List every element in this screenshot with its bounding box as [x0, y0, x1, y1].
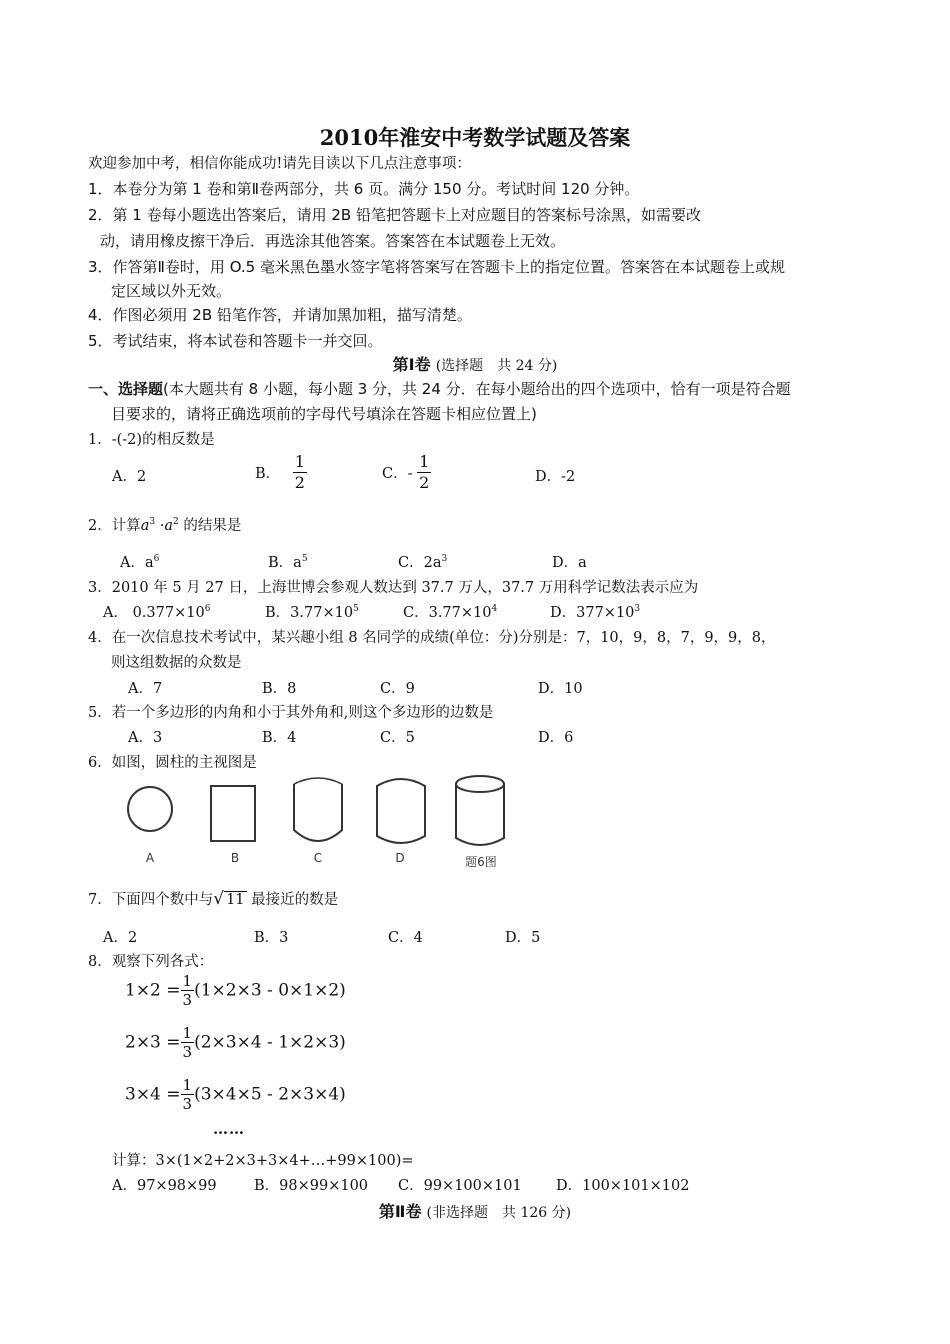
q4-option-d: D．10 [538, 681, 583, 697]
q2-option-c: C．$2a^3$ [398, 554, 448, 571]
q5-option-c: C．5 [380, 730, 415, 746]
q6-label-d: D [395, 851, 405, 865]
q1-option-a: A．2 [112, 469, 147, 485]
page-title: 2010年淮安中考数学试题及答案 [319, 125, 631, 150]
rectangle-shape [211, 786, 255, 841]
q7-option-d: D．5 [505, 930, 541, 946]
section1-line1 [88, 378, 791, 399]
part2-subtitle: (非选择题 共 126 分) [426, 1205, 572, 1221]
q3-option-a: A． $0.377\times 10^6$ [103, 604, 211, 621]
q6-figure [118, 772, 518, 876]
q8-ellipsis: …… [213, 1120, 245, 1138]
q6-label-b: B [230, 851, 240, 865]
q8-option-d: D．100×101×102 [556, 1178, 690, 1194]
note-3: 3．作答第Ⅱ卷时，用 O.5 毫米黑色墨水签字笔将答案写在答题卡上的指定位置。答案答在本试题卷上或规 [88, 258, 785, 276]
q1-option-c: C．- $\frac{1}{2}$ [382, 452, 430, 492]
part1-heading [0, 352, 950, 375]
q5-option-d: D．6 [538, 730, 574, 746]
q3-option-b: B．$3.77\times 10^5$ [265, 604, 359, 621]
q8-option-b: B．98×99×100 [254, 1178, 369, 1194]
part1-subtitle: (选择题 共 24 分) [435, 358, 558, 374]
q6-figure-caption: 题6图 [465, 855, 497, 869]
part1-title: 第Ⅰ卷 [392, 355, 431, 374]
q4-option-a: A．7 [128, 681, 163, 697]
q8-option-a: A．97×98×99 [112, 1178, 217, 1194]
q5-stem: 5．若一个多边形的内角和小于其外角和,则这个多边形的边数是 [88, 705, 494, 721]
q8-calc: 计算：3×(1×2+2×3+3×4+…+99×100)= [112, 1153, 414, 1169]
note-5: 5．考试结束，将本试卷和答题卡一并交回。 [88, 332, 383, 350]
q7-option-c: C．4 [388, 930, 423, 946]
q4-stem-2: 则这组数据的众数是 [111, 655, 242, 671]
q6-stem: 6．如图，圆柱的主视图是 [88, 755, 257, 771]
q4-option-b: B．8 [262, 681, 297, 697]
cylinder-shape-figure [456, 776, 504, 845]
section1-line2: 目要求的，请将正确选项前的字母代号填涂在答题卡相应位置上) [111, 405, 537, 423]
note-2-cont: 动，请用橡皮擦干净后．再选涂其他答案。答案答在本试题卷上无效。 [100, 232, 566, 250]
q8-equation-1: 1×2 = $\frac{1}{3}$ (1×2×3 - 0×1×2) [125, 972, 346, 1009]
circle-shape [128, 787, 172, 831]
q4-stem-1: 4．在一次信息技术考试中，某兴趣小组 8 名同学的成绩(单位：分)分别是：7，10，9，8，7，9，9，8， [88, 630, 776, 646]
note-4: 4．作图必须用 2B 铅笔作答，并请加黑加粗，描写清楚。 [88, 306, 472, 324]
q4-option-c: C．9 [380, 681, 415, 697]
q3-option-c: C．$3.77\times 10^4$ [403, 604, 498, 621]
section1-label: 一、选择题 [88, 380, 164, 398]
q1-stem: 1．-(-2)的相反数是 [88, 432, 215, 448]
q6-label-a: A [145, 851, 155, 865]
cylinder-shape-d [377, 779, 425, 843]
q1-option-d: D．-2 [535, 469, 576, 485]
sqrt-radicand: 11 [226, 892, 245, 908]
q6-label-c: C [313, 851, 323, 865]
intro-text: 欢迎参加中考，相信你能成功!请先目读以下几点注意事项： [88, 156, 471, 172]
q8-equation-3: 3×4 = $\frac{1}{3}$ (3×4×5 - 2×3×4) [125, 1076, 346, 1113]
part2-title: 第Ⅱ卷 [378, 1202, 422, 1221]
q7-option-b: B．3 [254, 930, 289, 946]
part2-heading [0, 1199, 950, 1222]
note-3-cont: 定区域以外无效。 [111, 282, 232, 300]
q5-option-b: B．4 [262, 730, 297, 746]
q7-option-a: A．2 [103, 930, 138, 946]
q2-option-d: D．a [552, 555, 587, 571]
q1-option-b: B． $\frac{1}{2}$ [255, 452, 305, 492]
q7-stem: 7．下面四个数中与√ 11 最接近的数是 [88, 889, 339, 909]
q8-equation-2: 2×3 = $\frac{1}{3}$ (2×3×4 - 1×2×3) [125, 1024, 346, 1061]
q5-option-a: A．3 [128, 730, 163, 746]
section1-instructions: (本大题共有 8 小题，每小题 3 分，共 24 分．在每小题给出的四个选项中，恰有一项是符合题 [163, 380, 791, 398]
note-2: 2．第 1 卷每小题选出答案后，请用 2B 铅笔把答题卡上对应题目的答案标号涂黑，如需要改 [88, 206, 701, 224]
q3-stem: 3．2010 年 5 月 27 日，上海世博会参观人数达到 37.7 万人，37.7 万用科学记数法表示应为 [88, 580, 699, 596]
q2-stem: 2．计算$a^3 \cdot a^2$ 的结果是 [88, 517, 242, 534]
q8-stem: 8．观察下列各式： [88, 954, 214, 970]
q2-option-a: A．$a^6$ [120, 554, 160, 571]
q8-option-c: C．99×100×101 [398, 1178, 522, 1194]
q3-option-d: D．$377\times 10^3$ [550, 604, 641, 621]
cylinder-shape-c [294, 778, 342, 841]
q2-option-b: B．$a^5$ [268, 554, 308, 571]
note-1: 1．本卷分为第 1 卷和第Ⅱ卷两部分，共 6 页。满分 150 分。考试时间 120 分钟。 [88, 180, 640, 198]
